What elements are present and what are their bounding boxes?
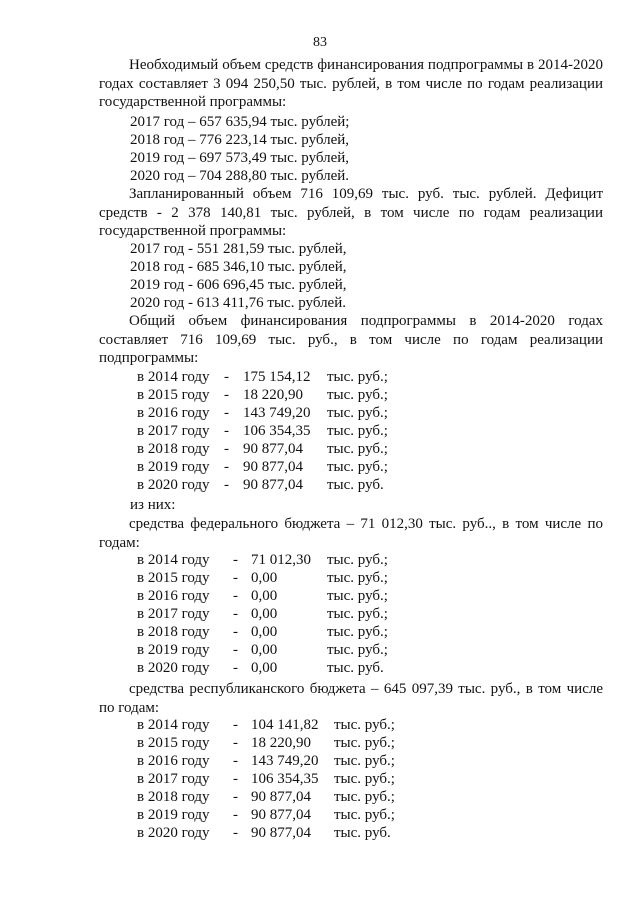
of-them-label: из них: (130, 497, 176, 513)
row-dash: - (224, 405, 229, 421)
row-amount: 18 220,90 (251, 735, 311, 751)
republic-row (0, 824, 640, 842)
paragraph-federal: средства федерального бюджета – 71 012,30 тыс. руб.., в том числе по годам: (99, 516, 603, 551)
row-dash: - (233, 570, 238, 586)
row-dash: - (233, 753, 238, 769)
paragraph-planned: Запланированный объем 716 109,69 тыс. руб. тыс. рублей. Дефицит средств - 2 378 140,81 тыс. рублей, в том числе по годам реализации государственной программы: (99, 186, 603, 240)
deficit-2020: 2020 год - 613 411,76 тыс. рублей. (130, 295, 346, 311)
total-row (0, 404, 640, 422)
row-unit: тыс. руб.; (327, 387, 388, 403)
deficit-2018: 2018 год - 685 346,10 тыс. рублей, (130, 259, 347, 275)
need-2018: 2018 год – 776 223,14 тыс. рублей, (130, 132, 350, 148)
row-dash: - (233, 735, 238, 751)
deficit-2017: 2017 год - 551 281,59 тыс. рублей, (130, 241, 347, 257)
row-amount: 0,00 (251, 570, 278, 586)
row-amount: 0,00 (251, 588, 278, 604)
row-unit: тыс. руб.; (327, 552, 388, 568)
row-unit: тыс. руб.; (327, 588, 388, 604)
row-year: в 2014 году (137, 552, 210, 568)
row-dash: - (233, 771, 238, 787)
row-dash: - (224, 441, 229, 457)
row-dash: - (233, 825, 238, 841)
need-2019: 2019 год – 697 573,49 тыс. рублей, (130, 150, 350, 166)
row-year: в 2020 году (137, 825, 210, 841)
row-amount: 106 354,35 (243, 423, 311, 439)
row-year: в 2014 году (137, 369, 210, 385)
row-dash: - (233, 606, 238, 622)
row-year: в 2015 году (137, 570, 210, 586)
row-year: в 2015 году (137, 387, 210, 403)
row-dash: - (233, 624, 238, 640)
row-unit: тыс. руб.; (327, 459, 388, 475)
row-unit: тыс. руб.; (327, 423, 388, 439)
total-row (0, 440, 640, 458)
row-amount: 90 877,04 (251, 807, 311, 823)
row-dash: - (233, 717, 238, 733)
row-year: в 2015 году (137, 735, 210, 751)
row-dash: - (224, 477, 229, 493)
row-amount: 18 220,90 (243, 387, 303, 403)
row-amount: 0,00 (251, 624, 278, 640)
row-year: в 2016 году (137, 753, 210, 769)
row-amount: 104 141,82 (251, 717, 319, 733)
row-amount: 0,00 (251, 606, 278, 622)
row-dash: - (233, 660, 238, 676)
row-amount: 175 154,12 (243, 369, 311, 385)
row-year: в 2018 году (137, 789, 210, 805)
republic-row (0, 770, 640, 788)
federal-row (0, 569, 640, 587)
row-unit: тыс. руб.; (327, 441, 388, 457)
row-year: в 2018 году (137, 624, 210, 640)
row-year: в 2017 году (137, 423, 210, 439)
row-year: в 2020 году (137, 477, 210, 493)
row-amount: 90 877,04 (251, 789, 311, 805)
row-dash: - (224, 369, 229, 385)
row-year: в 2019 году (137, 807, 210, 823)
row-dash: - (233, 552, 238, 568)
row-year: в 2014 году (137, 717, 210, 733)
row-unit: тыс. руб.; (327, 642, 388, 658)
page-number: 83 (313, 35, 327, 50)
federal-row (0, 641, 640, 659)
row-year: в 2016 году (137, 405, 210, 421)
row-dash: - (233, 588, 238, 604)
row-amount: 90 877,04 (243, 459, 303, 475)
row-unit: тыс. руб.; (334, 753, 395, 769)
row-unit: тыс. руб.; (327, 405, 388, 421)
paragraph-total-volume: Общий объем финансирования подпрограммы в 2014-2020 годах составляет 716 109,69 тыс. руб., в том числе по годам реализации подпрограммы: (99, 313, 603, 367)
row-unit: тыс. руб.; (334, 735, 395, 751)
row-amount: 90 877,04 (243, 441, 303, 457)
row-unit: тыс. руб. (334, 825, 391, 841)
row-amount: 143 749,20 (251, 753, 319, 769)
row-amount: 71 012,30 (251, 552, 311, 568)
row-unit: тыс. руб. (327, 477, 384, 493)
paragraph-total-need: Необходимый объем средств финансирования подпрограммы в 2014-2020 годах составляет 3 094 250,50 тыс. рублей, в том числе по годам реализации государственной программы: (99, 57, 603, 111)
row-year: в 2017 году (137, 771, 210, 787)
row-unit: тыс. руб. (327, 660, 384, 676)
paragraph-republic: средства республиканского бюджета – 645 097,39 тыс. руб., в том числе по годам: (99, 681, 603, 716)
total-row (0, 476, 640, 494)
row-dash: - (224, 387, 229, 403)
total-row (0, 458, 640, 476)
total-row (0, 386, 640, 404)
federal-row (0, 551, 640, 569)
republic-row (0, 734, 640, 752)
row-amount: 90 877,04 (251, 825, 311, 841)
row-dash: - (233, 789, 238, 805)
total-row (0, 422, 640, 440)
need-2017: 2017 год – 657 635,94 тыс. рублей; (130, 114, 350, 130)
row-year: в 2019 году (137, 642, 210, 658)
row-amount: 90 877,04 (243, 477, 303, 493)
row-dash: - (233, 642, 238, 658)
federal-row (0, 623, 640, 641)
row-amount: 0,00 (251, 642, 278, 658)
row-unit: тыс. руб.; (327, 606, 388, 622)
row-unit: тыс. руб.; (334, 771, 395, 787)
row-year: в 2016 году (137, 588, 210, 604)
row-unit: тыс. руб.; (327, 570, 388, 586)
republic-row (0, 788, 640, 806)
row-amount: 106 354,35 (251, 771, 319, 787)
row-amount: 143 749,20 (243, 405, 311, 421)
federal-row (0, 587, 640, 605)
row-year: в 2018 году (137, 441, 210, 457)
need-2020: 2020 год – 704 288,80 тыс. рублей. (130, 168, 350, 184)
republic-row (0, 806, 640, 824)
row-unit: тыс. руб.; (334, 807, 395, 823)
row-dash: - (224, 423, 229, 439)
row-unit: тыс. руб.; (334, 717, 395, 733)
row-unit: тыс. руб.; (334, 789, 395, 805)
row-dash: - (224, 459, 229, 475)
federal-row (0, 605, 640, 623)
row-amount: 0,00 (251, 660, 278, 676)
row-dash: - (233, 807, 238, 823)
row-unit: тыс. руб.; (327, 624, 388, 640)
total-row (0, 368, 640, 386)
row-unit: тыс. руб.; (327, 369, 388, 385)
republic-row (0, 752, 640, 770)
row-year: в 2017 году (137, 606, 210, 622)
row-year: в 2019 году (137, 459, 210, 475)
republic-row (0, 716, 640, 734)
federal-row (0, 659, 640, 677)
deficit-2019: 2019 год - 606 696,45 тыс. рублей, (130, 277, 347, 293)
row-year: в 2020 году (137, 660, 210, 676)
